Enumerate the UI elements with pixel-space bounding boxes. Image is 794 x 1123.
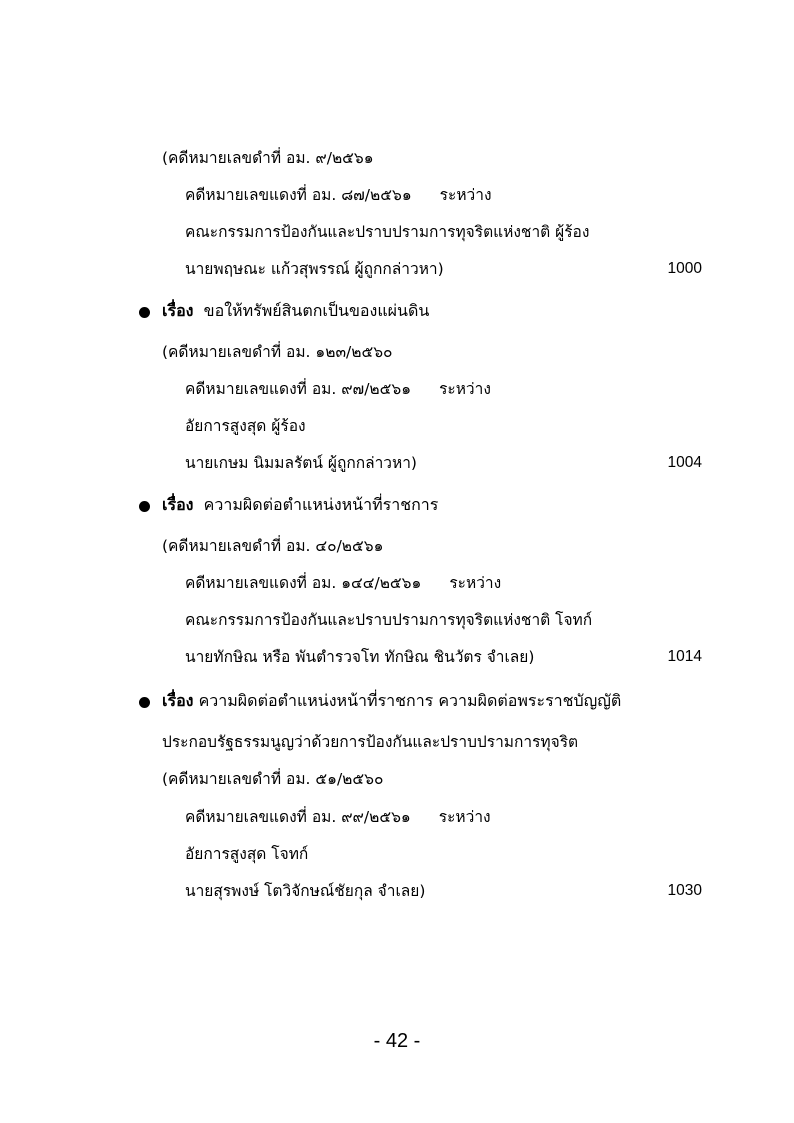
page-reference: 1030: [667, 882, 702, 899]
topic-text: ความผิดต่อตำแหน่งหน้าที่ราชการ ความผิดต่อพระราชบัญญัติ: [198, 691, 622, 710]
red-case-number: คดีหมายเลขแดงที่ อม. ๙๗/๒๕๖๑: [185, 380, 412, 398]
plaintiff-line: คณะกรรมการป้องกันและปราบปรามการทุจริตแห่งชาติ โจทก์: [185, 611, 593, 629]
red-case-number-row: [185, 572, 501, 594]
bullet-icon: [139, 307, 150, 318]
red-case-number-row: [185, 184, 492, 206]
between-label: ระหว่าง: [449, 574, 502, 592]
topic-label: เรื่อง: [162, 301, 194, 320]
topic-continuation: ประกอบรัฐธรรมนูญว่าด้วยการป้องกันและปราบปรามการทุจริต: [162, 733, 579, 751]
topic-heading: [162, 690, 621, 712]
defendant-line: นายทักษิณ หรือ พันตำรวจโท ทักษิณ ชินวัตร จำเลย): [185, 648, 535, 666]
red-case-number: คดีหมายเลขแดงที่ อม. ๙๙/๒๕๖๑: [185, 808, 411, 826]
topic-label: เรื่อง: [162, 691, 194, 710]
plaintiff-line: อัยการสูงสุด ผู้ร้อง: [185, 417, 306, 435]
page-reference: 1000: [667, 260, 702, 277]
defendant-line: นายสุรพงษ์ โตวิจักษณ์ชัยกุล จำเลย): [185, 882, 426, 900]
topic-heading: [162, 494, 438, 516]
between-label: ระหว่าง: [438, 808, 491, 826]
black-case-number: (คดีหมายเลขดำที่ อม. ๙/๒๕๖๑: [162, 149, 374, 167]
bullet-icon: [139, 697, 150, 708]
defendant-line: นายพฤษณะ แก้วสุพรรณ์ ผู้ถูกกล่าวหา): [185, 260, 444, 278]
page-reference: 1004: [667, 454, 702, 471]
black-case-number: (คดีหมายเลขดำที่ อม. ๑๒๓/๒๕๖๐: [162, 343, 393, 361]
topic-text: ความผิดต่อตำแหน่งหน้าที่ราชการ: [203, 495, 439, 514]
defendant-line: นายเกษม นิมมลรัตน์ ผู้ถูกกล่าวหา): [185, 454, 417, 472]
red-case-number: คดีหมายเลขแดงที่ อม. ๑๔๔/๒๕๖๑: [185, 574, 422, 592]
between-label: ระหว่าง: [439, 380, 491, 398]
red-case-number-row: [185, 378, 491, 400]
plaintiff-line: คณะกรรมการป้องกันและปราบปรามการทุจริตแห่งชาติ ผู้ร้อง: [185, 223, 590, 241]
between-label: ระหว่าง: [439, 186, 492, 204]
topic-heading: [162, 300, 429, 322]
page-reference: 1014: [667, 648, 702, 665]
page-number: - 42 -: [373, 1030, 421, 1052]
black-case-number: (คดีหมายเลขดำที่ อม. ๔๐/๒๕๖๑: [162, 537, 384, 555]
plaintiff-line: อัยการสูงสุด โจทก์: [185, 845, 309, 863]
bullet-icon: [139, 501, 150, 512]
topic-label: เรื่อง: [162, 495, 194, 514]
black-case-number: (คดีหมายเลขดำที่ อม. ๕๑/๒๕๖๐: [162, 770, 384, 788]
red-case-number-row: [185, 806, 491, 828]
red-case-number: คดีหมายเลขแดงที่ อม. ๘๗/๒๕๖๑: [185, 186, 412, 204]
topic-text: ขอให้ทรัพย์สินตกเป็นของแผ่นดิน: [203, 301, 430, 320]
